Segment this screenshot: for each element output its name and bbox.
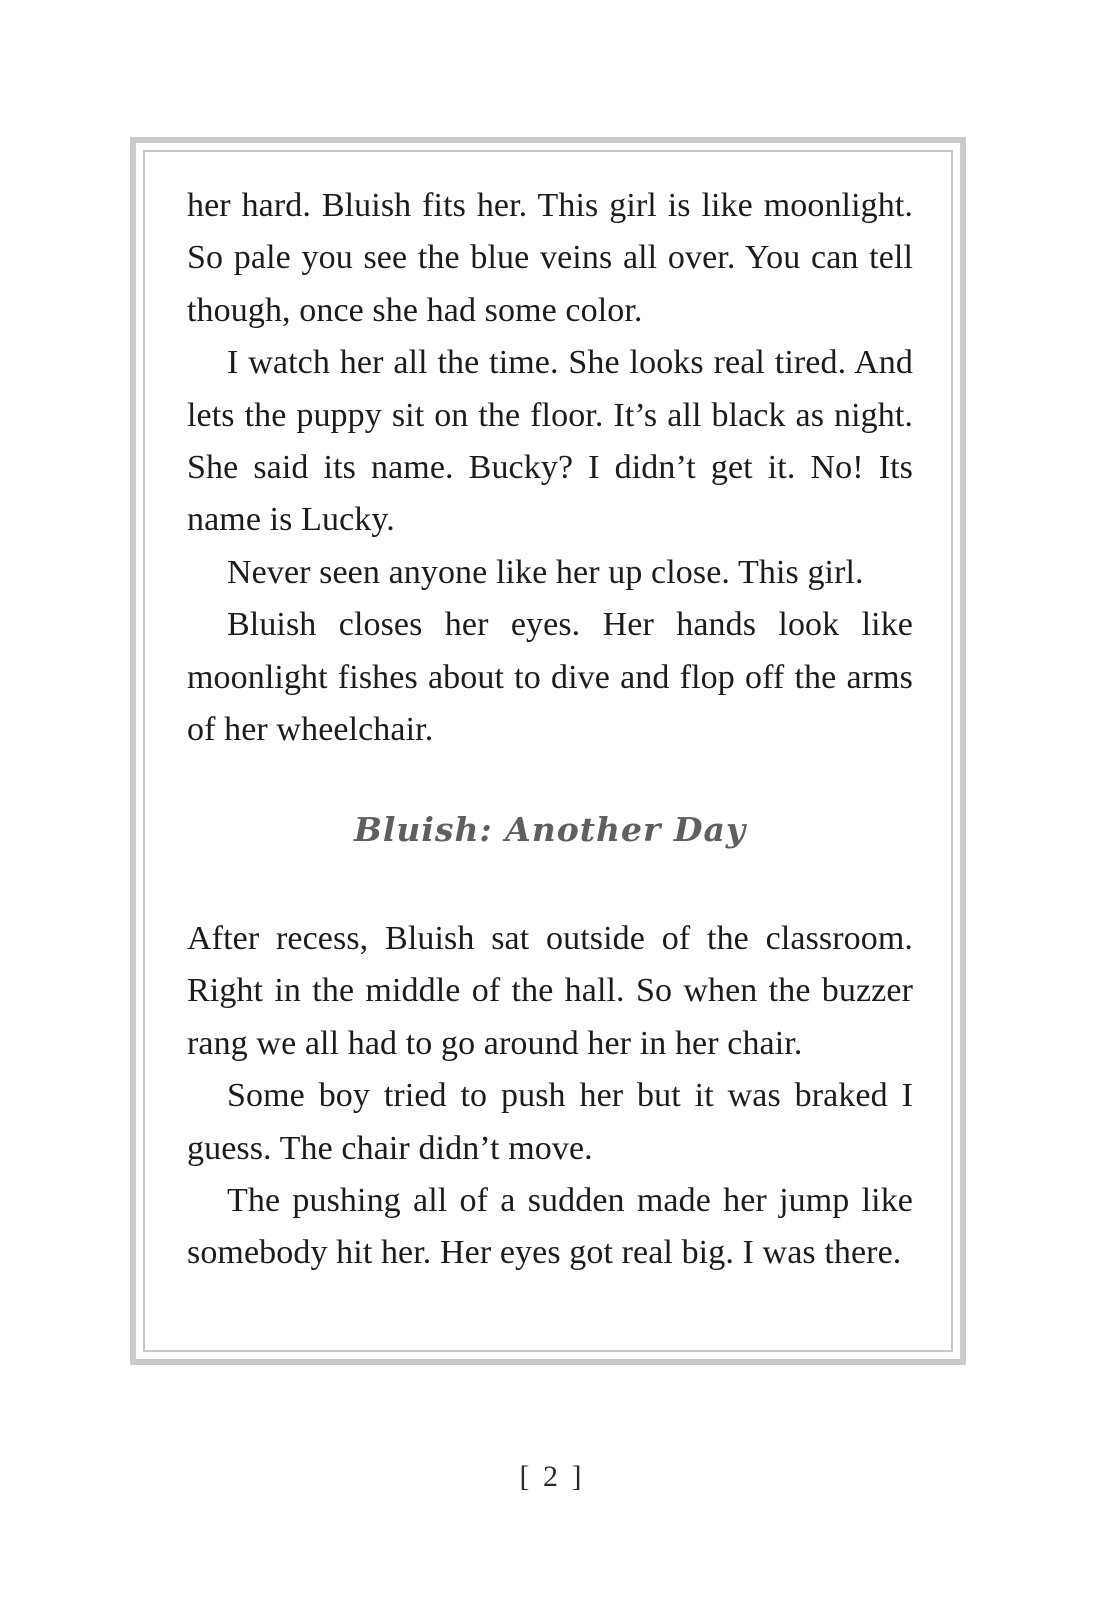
paragraph-continued: her hard. Bluish fits her. This girl is like moonlight. So pale you see the blue veins all over. You can tell though, once she had some color. [187,187,913,329]
body-text-top [187,180,913,756]
section-heading: Bluish: Another Day [353,810,747,849]
page-number: [ 2 ] [519,1460,582,1493]
paragraph: The pushing all of a sudden made her jump like somebody hit her. Her eyes got real big. I was there. [187,1182,913,1272]
paragraph-first: After recess, Bluish sat outside of the classroom. Right in the middle of the hall. So when the buzzer rang we all had to go around her in her chair. [187,920,913,1062]
paragraph: Never seen anyone like her up close. This girl. [227,553,864,591]
paragraph: Bluish closes her eyes. Her hands look like moonlight fishes about to dive and flop off the arms of her wheelchair. [187,606,913,749]
body-text-bottom [187,913,913,1280]
paragraph: I watch her all the time. She looks real tired. And lets the puppy sit on the floor. It’s all black as night. She said its name. Bucky? I didn’t get it. No! Its name is Lucky. [187,344,913,539]
paragraph: Some boy tried to push her but it was braked I guess. The chair didn’t move. [187,1077,913,1167]
